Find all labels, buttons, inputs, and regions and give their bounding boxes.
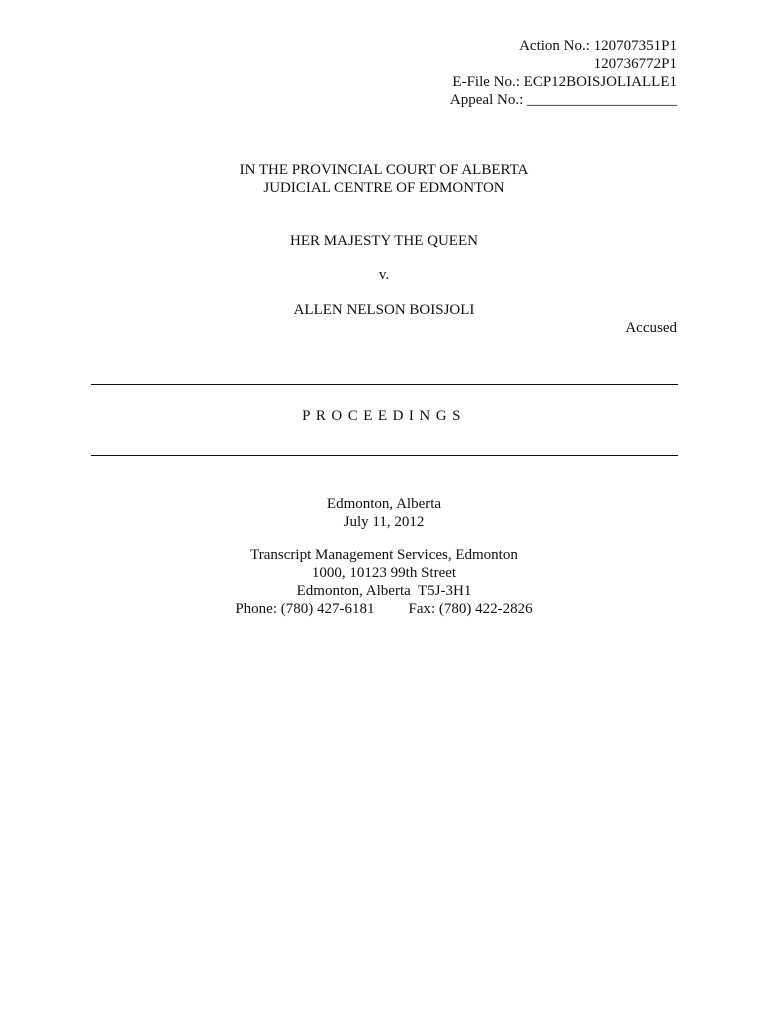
transcript-service-address: 1000, 10123 99th Street (311, 565, 457, 581)
proceedings-location: Edmonton, Alberta (326, 496, 442, 512)
judicial-centre: JUDICIAL CENTRE OF EDMONTON (263, 180, 505, 196)
accused-name: ALLEN NELSON BOISJOLI (293, 302, 475, 318)
action-number-secondary: 120736772P1 (593, 56, 677, 72)
accused-label: Accused (625, 320, 677, 336)
efile-number: E-File No.: ECP12BOISJOLIALLE1 (452, 74, 677, 90)
proceedings-date: July 11, 2012 (343, 514, 425, 530)
fax-number: Fax: (780) 422-2826 (408, 601, 533, 617)
top-divider (91, 384, 678, 385)
transcript-service-name: Transcript Management Services, Edmonton (250, 547, 518, 563)
appeal-number: Appeal No.: ____________________ (449, 92, 677, 108)
crown-party: HER MAJESTY THE QUEEN (290, 233, 478, 249)
contact-row (0, 600, 768, 618)
versus-label: v. (378, 267, 390, 283)
phone-number: Phone: (780) 427-6181 (235, 601, 375, 617)
document-title: PROCEEDINGS (302, 408, 466, 424)
bottom-divider (91, 455, 678, 456)
court-name: IN THE PROVINCIAL COURT OF ALBERTA (239, 162, 529, 178)
action-number: Action No.: 120707351P1 (519, 38, 677, 54)
transcript-service-city: Edmonton, Alberta T5J-3H1 (296, 583, 472, 599)
